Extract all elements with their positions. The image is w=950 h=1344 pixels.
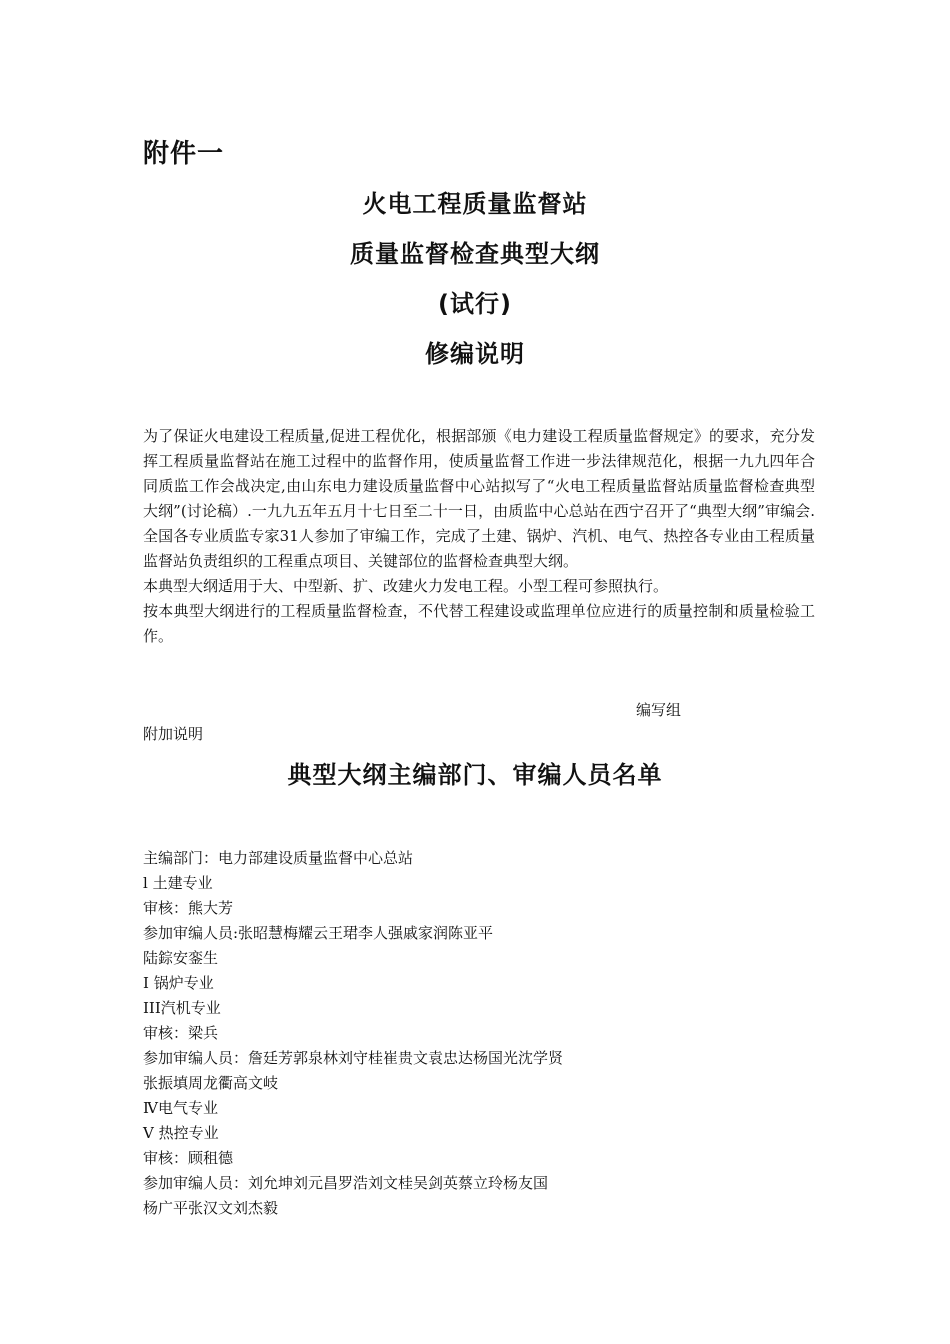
roster-line: III汽机专业	[143, 999, 221, 1017]
signature: 编写组	[636, 701, 682, 719]
roster-line: 参加审编人员:张昭慧梅耀云王珺李人强戚家润陈亚平	[143, 924, 494, 942]
title-line-trial: (试行)	[438, 290, 512, 318]
title-line-station: 火电工程质量监督站	[362, 190, 588, 218]
roster-line: I 锅炉专业	[143, 974, 214, 992]
roster-line: 张振填周龙衢高文岐	[143, 1074, 279, 1092]
roster-line: 主编部门：电力部建设质量监督中心总站	[143, 849, 414, 867]
roster-line: 陆錝安銮生	[143, 949, 219, 967]
intro-paragraph-purpose: 为了保证火电建设工程质量,促进工程优化，根据部颁《电力建设工程质量监督规定》的要求，充分发挥工程质量监督站在施工过程中的监督作用，使质量监督工作进一步法律规范化，根据一九九四年合同质监工作会战决定,由山东电力建设质量监督中心站拟写了“火电工程质量监督站质量监督检查典型大纲”(讨论稿）.一九九五年五月十七日至二十一日，由质监中心总站在西宁召开了“典型大纲”审编会.全国各专业质监专家31人参加了审编工作，完成了土建、锅炉、汽机、电气、热控各专业由工程质量监督站负责组织的工程重点项目、关键部位的监督检查典型大纲。	[143, 427, 815, 570]
intro-section	[143, 424, 815, 649]
roster-line: 审核：顾租德	[143, 1149, 234, 1167]
title-line-outline: 质量监督检查典型大纲	[350, 240, 600, 268]
roster-line: V 热控专业	[143, 1124, 219, 1142]
appendix-note: 附加说明	[143, 725, 204, 743]
roster-line: Ⅳ电气专业	[143, 1099, 218, 1117]
roster-line: 参加审编人员：詹廷芳郭泉林刘守桂崔贵文袁忠达杨国光沈学贤	[143, 1049, 564, 1067]
title-line-revision-notes: 修编说明	[425, 340, 525, 368]
roster-line: 审核：熊大芳	[143, 899, 234, 917]
roster-line: 杨广平张汉文刘杰毅	[143, 1199, 279, 1217]
staff-list-title: 典型大纲主编部门、审编人员名单	[287, 761, 663, 789]
staff-roster	[143, 846, 815, 1221]
roster-line: 参加审编人员：刘允坤刘元昌罗浩刘文桂吴剑英蔡立玲杨友国	[143, 1174, 549, 1192]
intro-paragraph-scope: 本典型大纲适用于大、中型新、扩、改建火力发电工程。小型工程可参照执行。	[143, 577, 669, 595]
roster-line: 审核：梁兵	[143, 1024, 219, 1042]
annex-label: 附件一	[143, 139, 225, 169]
intro-paragraph-limitation: 按本典型大纲进行的工程质量监督检查，不代替工程建设或监理单位应进行的质量控制和质量检验工作。	[143, 602, 815, 645]
roster-line: l 土建专业	[143, 874, 213, 892]
